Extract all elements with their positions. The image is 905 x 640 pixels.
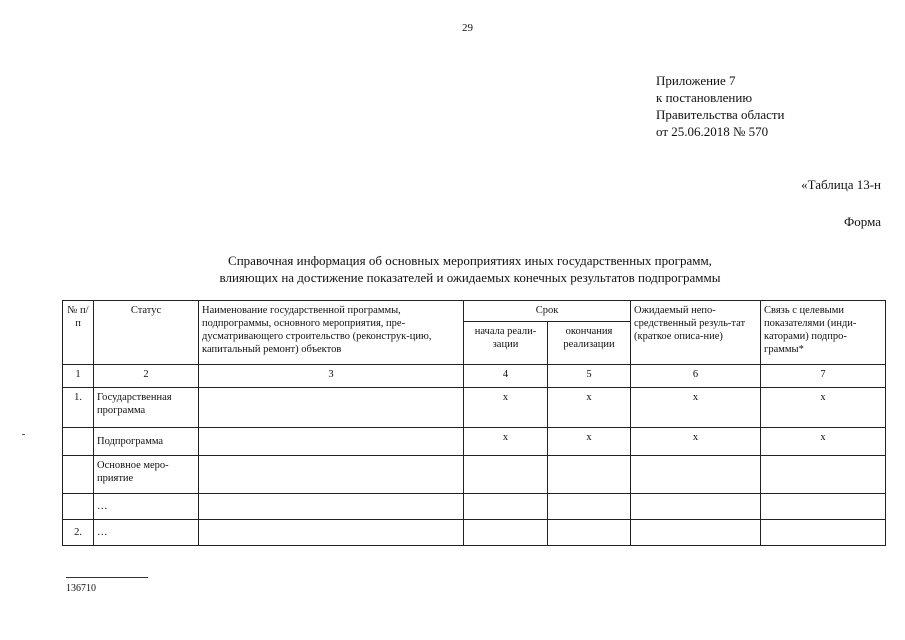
row-name bbox=[199, 456, 464, 494]
row-name bbox=[199, 388, 464, 428]
header-row-1 bbox=[63, 301, 886, 322]
appendix-block bbox=[656, 72, 785, 140]
row-start bbox=[464, 494, 548, 520]
column-number: 4 bbox=[464, 365, 548, 388]
column-number: 2 bbox=[94, 365, 199, 388]
row-num: 1. bbox=[63, 388, 94, 428]
row-link bbox=[761, 494, 886, 520]
row-name bbox=[199, 520, 464, 546]
row-name bbox=[199, 494, 464, 520]
row-name bbox=[199, 428, 464, 456]
row-status: Государственная программа bbox=[94, 388, 199, 428]
column-number: 3 bbox=[199, 365, 464, 388]
column-number: 7 bbox=[761, 365, 886, 388]
row-result bbox=[631, 520, 761, 546]
row-num bbox=[63, 428, 94, 456]
row-start bbox=[464, 456, 548, 494]
row-result bbox=[631, 456, 761, 494]
row-link bbox=[761, 520, 886, 546]
row-num bbox=[63, 456, 94, 494]
column-number: 1 bbox=[63, 365, 94, 388]
table-row bbox=[63, 428, 886, 456]
header-name: Наименование государственной программы, подпрограммы, основного мероприятия, пре-дусматривающего строительство (реконструк-цию, капитальный ремонт) объектов bbox=[199, 301, 464, 365]
header-term: Срок bbox=[464, 301, 631, 322]
row-link: x bbox=[761, 428, 886, 456]
row-status: … bbox=[94, 520, 199, 546]
row-result: x bbox=[631, 428, 761, 456]
row-end bbox=[548, 520, 631, 546]
table-row bbox=[63, 388, 886, 428]
header-term-end: окончания реализации bbox=[548, 322, 631, 365]
row-end: x bbox=[548, 388, 631, 428]
footer-code: 136710 bbox=[66, 583, 96, 594]
row-result: x bbox=[631, 388, 761, 428]
row-num bbox=[63, 494, 94, 520]
header-num: № п/п bbox=[63, 301, 94, 365]
scan-side-mark bbox=[22, 434, 25, 435]
row-num: 2. bbox=[63, 520, 94, 546]
row-result bbox=[631, 494, 761, 520]
table-row bbox=[63, 520, 886, 546]
appendix-line-4: от 25.06.2018 № 570 bbox=[656, 124, 769, 139]
row-end bbox=[548, 494, 631, 520]
row-link: x bbox=[761, 388, 886, 428]
document-title bbox=[120, 252, 820, 286]
table-label: «Таблица 13-н bbox=[801, 177, 881, 192]
header-status: Статус bbox=[94, 301, 199, 365]
header-term-start: начала реали-зации bbox=[464, 322, 548, 365]
table-row bbox=[63, 456, 886, 494]
table-row bbox=[63, 494, 886, 520]
row-start bbox=[464, 520, 548, 546]
row-status: Подпрограмма bbox=[94, 428, 199, 456]
title-line-2: влияющих на достижение показателей и ожидаемых конечных результатов подпрограммы bbox=[219, 270, 721, 285]
form-label: Форма bbox=[844, 214, 881, 229]
title-line-1: Справочная информация об основных мероприятиях иных государственных программ, bbox=[228, 253, 712, 268]
column-number: 6 bbox=[631, 365, 761, 388]
row-end: x bbox=[548, 428, 631, 456]
appendix-line-1: Приложение 7 bbox=[656, 73, 736, 88]
appendix-line-2: к постановлению bbox=[656, 90, 753, 105]
footer-divider bbox=[66, 577, 148, 578]
header-result: Ожидаемый непо-средственный резуль-тат (краткое описа-ние) bbox=[631, 301, 761, 365]
row-status: Основное меро-приятие bbox=[94, 456, 199, 494]
row-link bbox=[761, 456, 886, 494]
reference-table bbox=[62, 300, 886, 546]
row-end bbox=[548, 456, 631, 494]
row-status: … bbox=[94, 494, 199, 520]
appendix-line-3: Правительства области bbox=[656, 107, 785, 122]
column-number: 5 bbox=[548, 365, 631, 388]
page-number: 29 bbox=[462, 22, 473, 34]
column-numbers-row bbox=[63, 365, 886, 388]
header-link: Связь с целевыми показателями (инди-каторами) подпро-граммы* bbox=[761, 301, 886, 365]
row-start: x bbox=[464, 388, 548, 428]
row-start: x bbox=[464, 428, 548, 456]
